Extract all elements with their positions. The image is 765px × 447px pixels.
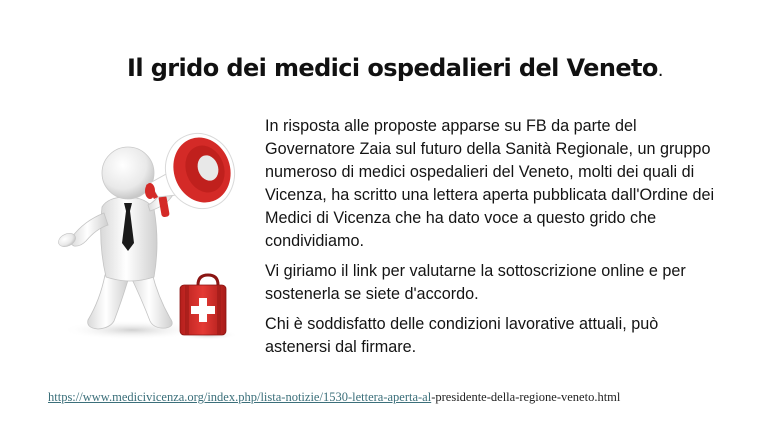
title-text: Il grido dei medici ospedalieri del Veneto [127, 54, 658, 82]
body-text [265, 115, 725, 366]
slide-title [127, 54, 687, 82]
megaphone-man-icon [50, 125, 250, 345]
megaphone-man-illustration [50, 125, 250, 345]
paragraph-abstain: Chi è soddisfatto delle condizioni lavorative attuali, può astenersi dal firmare. [265, 315, 659, 356]
paragraph-link-invite: Vi giriamo il link per valutarne la sottoscrizione online e per sostenerla se siete d'accordo. [265, 262, 686, 303]
paragraph-intro: In risposta alle proposte apparse su FB da parte del Governatore Zaia sul futuro della Sanità Regionale, un gruppo numeroso di medici ospedalieri del Veneto, molti dei quali di Vicenza, ha scritto una lettera aperta pubblicata dall'Ordine dei Medici di Vicenza che ha dato voce a questo grido che condividiamo. [265, 117, 715, 250]
source-link-anchor[interactable]: https://www.medicivicenza.org/index.php/lista-notizie/1530-lettera-aperta-al [48, 390, 432, 404]
source-link-tail: -presidente-della-regione-veneto.html [431, 390, 621, 404]
source-link [48, 390, 748, 405]
title-suffix: . [657, 60, 664, 81]
